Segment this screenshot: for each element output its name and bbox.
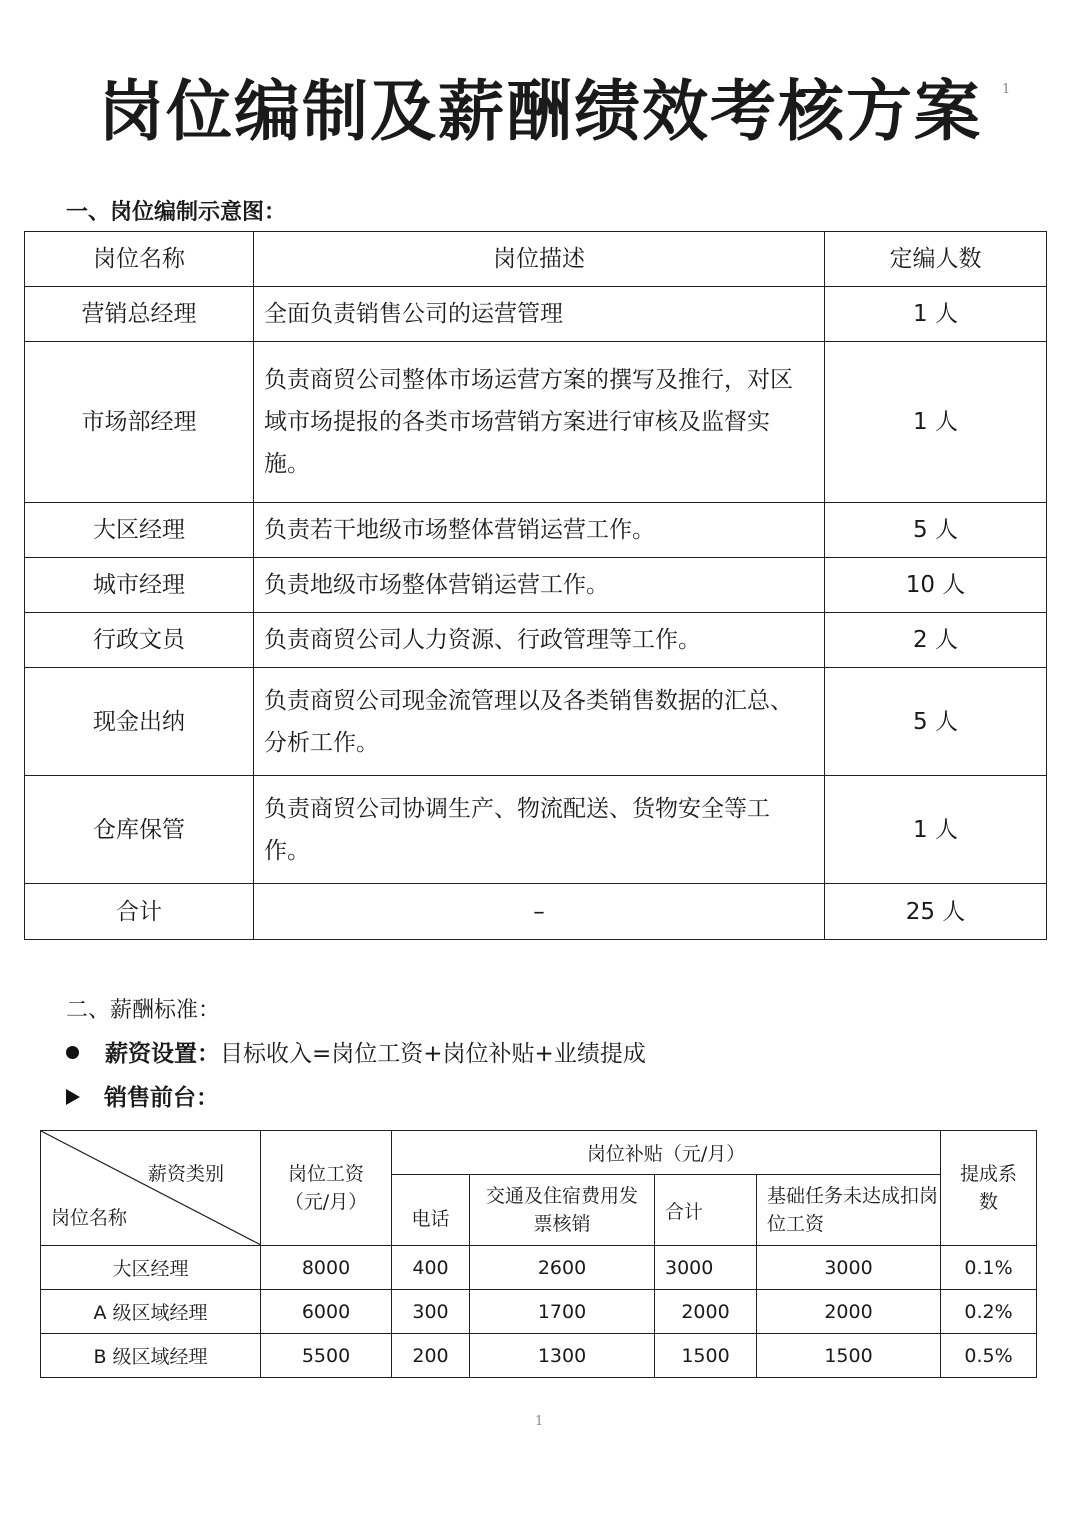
page-number-top: 1 <box>1002 82 1011 97</box>
deduction: 1500 <box>757 1334 941 1378</box>
table-row <box>25 503 1047 558</box>
sales-front-line <box>66 1082 219 1114</box>
header-allowance: 岗位补贴（元/月） <box>392 1131 941 1175</box>
base-salary: 6000 <box>261 1290 392 1334</box>
headcount: 10 人 <box>825 558 1047 613</box>
header-commission-coef: 提成系数 <box>941 1131 1037 1246</box>
header-position-desc: 岗位描述 <box>254 232 825 287</box>
position-name: 营销总经理 <box>25 287 254 342</box>
total-desc: – <box>254 884 825 940</box>
position-desc: 负责商贸公司人力资源、行政管理等工作。 <box>254 613 825 668</box>
headcount: 1 人 <box>825 342 1047 503</box>
section2-heading-text: 二、薪酬标准： <box>66 998 221 1023</box>
commission-coef: 0.2% <box>941 1290 1037 1334</box>
table-row <box>41 1246 1037 1290</box>
headcount: 1 人 <box>825 776 1047 884</box>
position-name: 仓库保管 <box>25 776 254 884</box>
header-position-name: 岗位名称 <box>25 232 254 287</box>
travel-allowance: 1300 <box>470 1334 655 1378</box>
position-desc: 负责若干地级市场整体营销运营工作。 <box>254 503 825 558</box>
table-row <box>25 613 1047 668</box>
allowance-total: 3000 <box>655 1246 757 1290</box>
position-name-label: 岗位名称 <box>51 1207 128 1229</box>
position-name: 大区经理 <box>25 503 254 558</box>
arrow-bullet-icon <box>66 1089 80 1105</box>
position-name: 大区经理 <box>41 1246 261 1290</box>
staffing-table <box>24 231 1047 940</box>
header-phone: 电话 <box>392 1175 470 1246</box>
position-name: 行政文员 <box>25 613 254 668</box>
total-label: 合计 <box>25 884 254 940</box>
phone-allowance: 400 <box>392 1246 470 1290</box>
total-headcount: 25 人 <box>825 884 1047 940</box>
salary-setting-text: 目标收入=岗位工资+岗位补贴+业绩提成 <box>220 1041 646 1067</box>
header-base-salary: 岗位工资（元/月） <box>261 1131 392 1246</box>
diagonal-header-cell <box>41 1131 261 1246</box>
phone-allowance: 200 <box>392 1334 470 1378</box>
travel-allowance: 2600 <box>470 1246 655 1290</box>
position-desc: 负责地级市场整体营销运营工作。 <box>254 558 825 613</box>
table-row <box>25 342 1047 503</box>
salary-setting-line <box>66 1038 646 1070</box>
deduction: 3000 <box>757 1246 941 1290</box>
table-row <box>41 1334 1037 1378</box>
phone-allowance: 300 <box>392 1290 470 1334</box>
position-name: B 级区域经理 <box>41 1334 261 1378</box>
base-salary: 8000 <box>261 1246 392 1290</box>
salary-category-label: 薪资类别 <box>147 1163 224 1185</box>
position-desc: 负责商贸公司整体市场运营方案的撰写及推行，对区域市场提报的各类市场营销方案进行审核及监督实施。 <box>254 342 825 503</box>
position-name: 现金出纳 <box>25 668 254 776</box>
table-header-row <box>25 232 1047 287</box>
position-name: 城市经理 <box>25 558 254 613</box>
headcount: 5 人 <box>825 503 1047 558</box>
headcount: 5 人 <box>825 668 1047 776</box>
headcount: 1 人 <box>825 287 1047 342</box>
salary-table <box>40 1130 1037 1378</box>
table-row <box>41 1290 1037 1334</box>
page-number-bottom: 1 <box>535 1414 544 1429</box>
header-travel: 交通及住宿费用发票核销 <box>470 1175 655 1246</box>
section1-heading: 一、岗位编制示意图： <box>66 200 287 225</box>
commission-coef: 0.1% <box>941 1246 1037 1290</box>
position-name: A 级区域经理 <box>41 1290 261 1334</box>
position-desc: 负责商贸公司协调生产、物流配送、货物安全等工作。 <box>254 776 825 884</box>
page-title: 岗位编制及薪酬绩效考核方案 <box>98 73 982 150</box>
position-desc: 全面负责销售公司的运营管理 <box>254 287 825 342</box>
position-desc: 负责商贸公司现金流管理以及各类销售数据的汇总、分析工作。 <box>254 668 825 776</box>
header-deduction: 基础任务未达成扣岗位工资 <box>757 1175 941 1246</box>
commission-coef: 0.5% <box>941 1334 1037 1378</box>
base-salary: 5500 <box>261 1334 392 1378</box>
section2-heading <box>66 996 220 1026</box>
headcount: 2 人 <box>825 613 1047 668</box>
travel-allowance: 1700 <box>470 1290 655 1334</box>
header-subtotal: 合计 <box>655 1175 757 1246</box>
position-name: 市场部经理 <box>25 342 254 503</box>
bullet-dot-icon <box>66 1046 79 1059</box>
salary-setting-label: 薪资设置： <box>105 1041 220 1067</box>
table-row <box>25 776 1047 884</box>
allowance-total: 1500 <box>655 1334 757 1378</box>
table-row <box>25 558 1047 613</box>
allowance-total: 2000 <box>655 1290 757 1334</box>
table-row <box>25 668 1047 776</box>
header-headcount: 定编人数 <box>825 232 1047 287</box>
table-row <box>25 287 1047 342</box>
deduction: 2000 <box>757 1290 941 1334</box>
table-total-row <box>25 884 1047 940</box>
sales-front-label: 销售前台： <box>104 1085 219 1111</box>
